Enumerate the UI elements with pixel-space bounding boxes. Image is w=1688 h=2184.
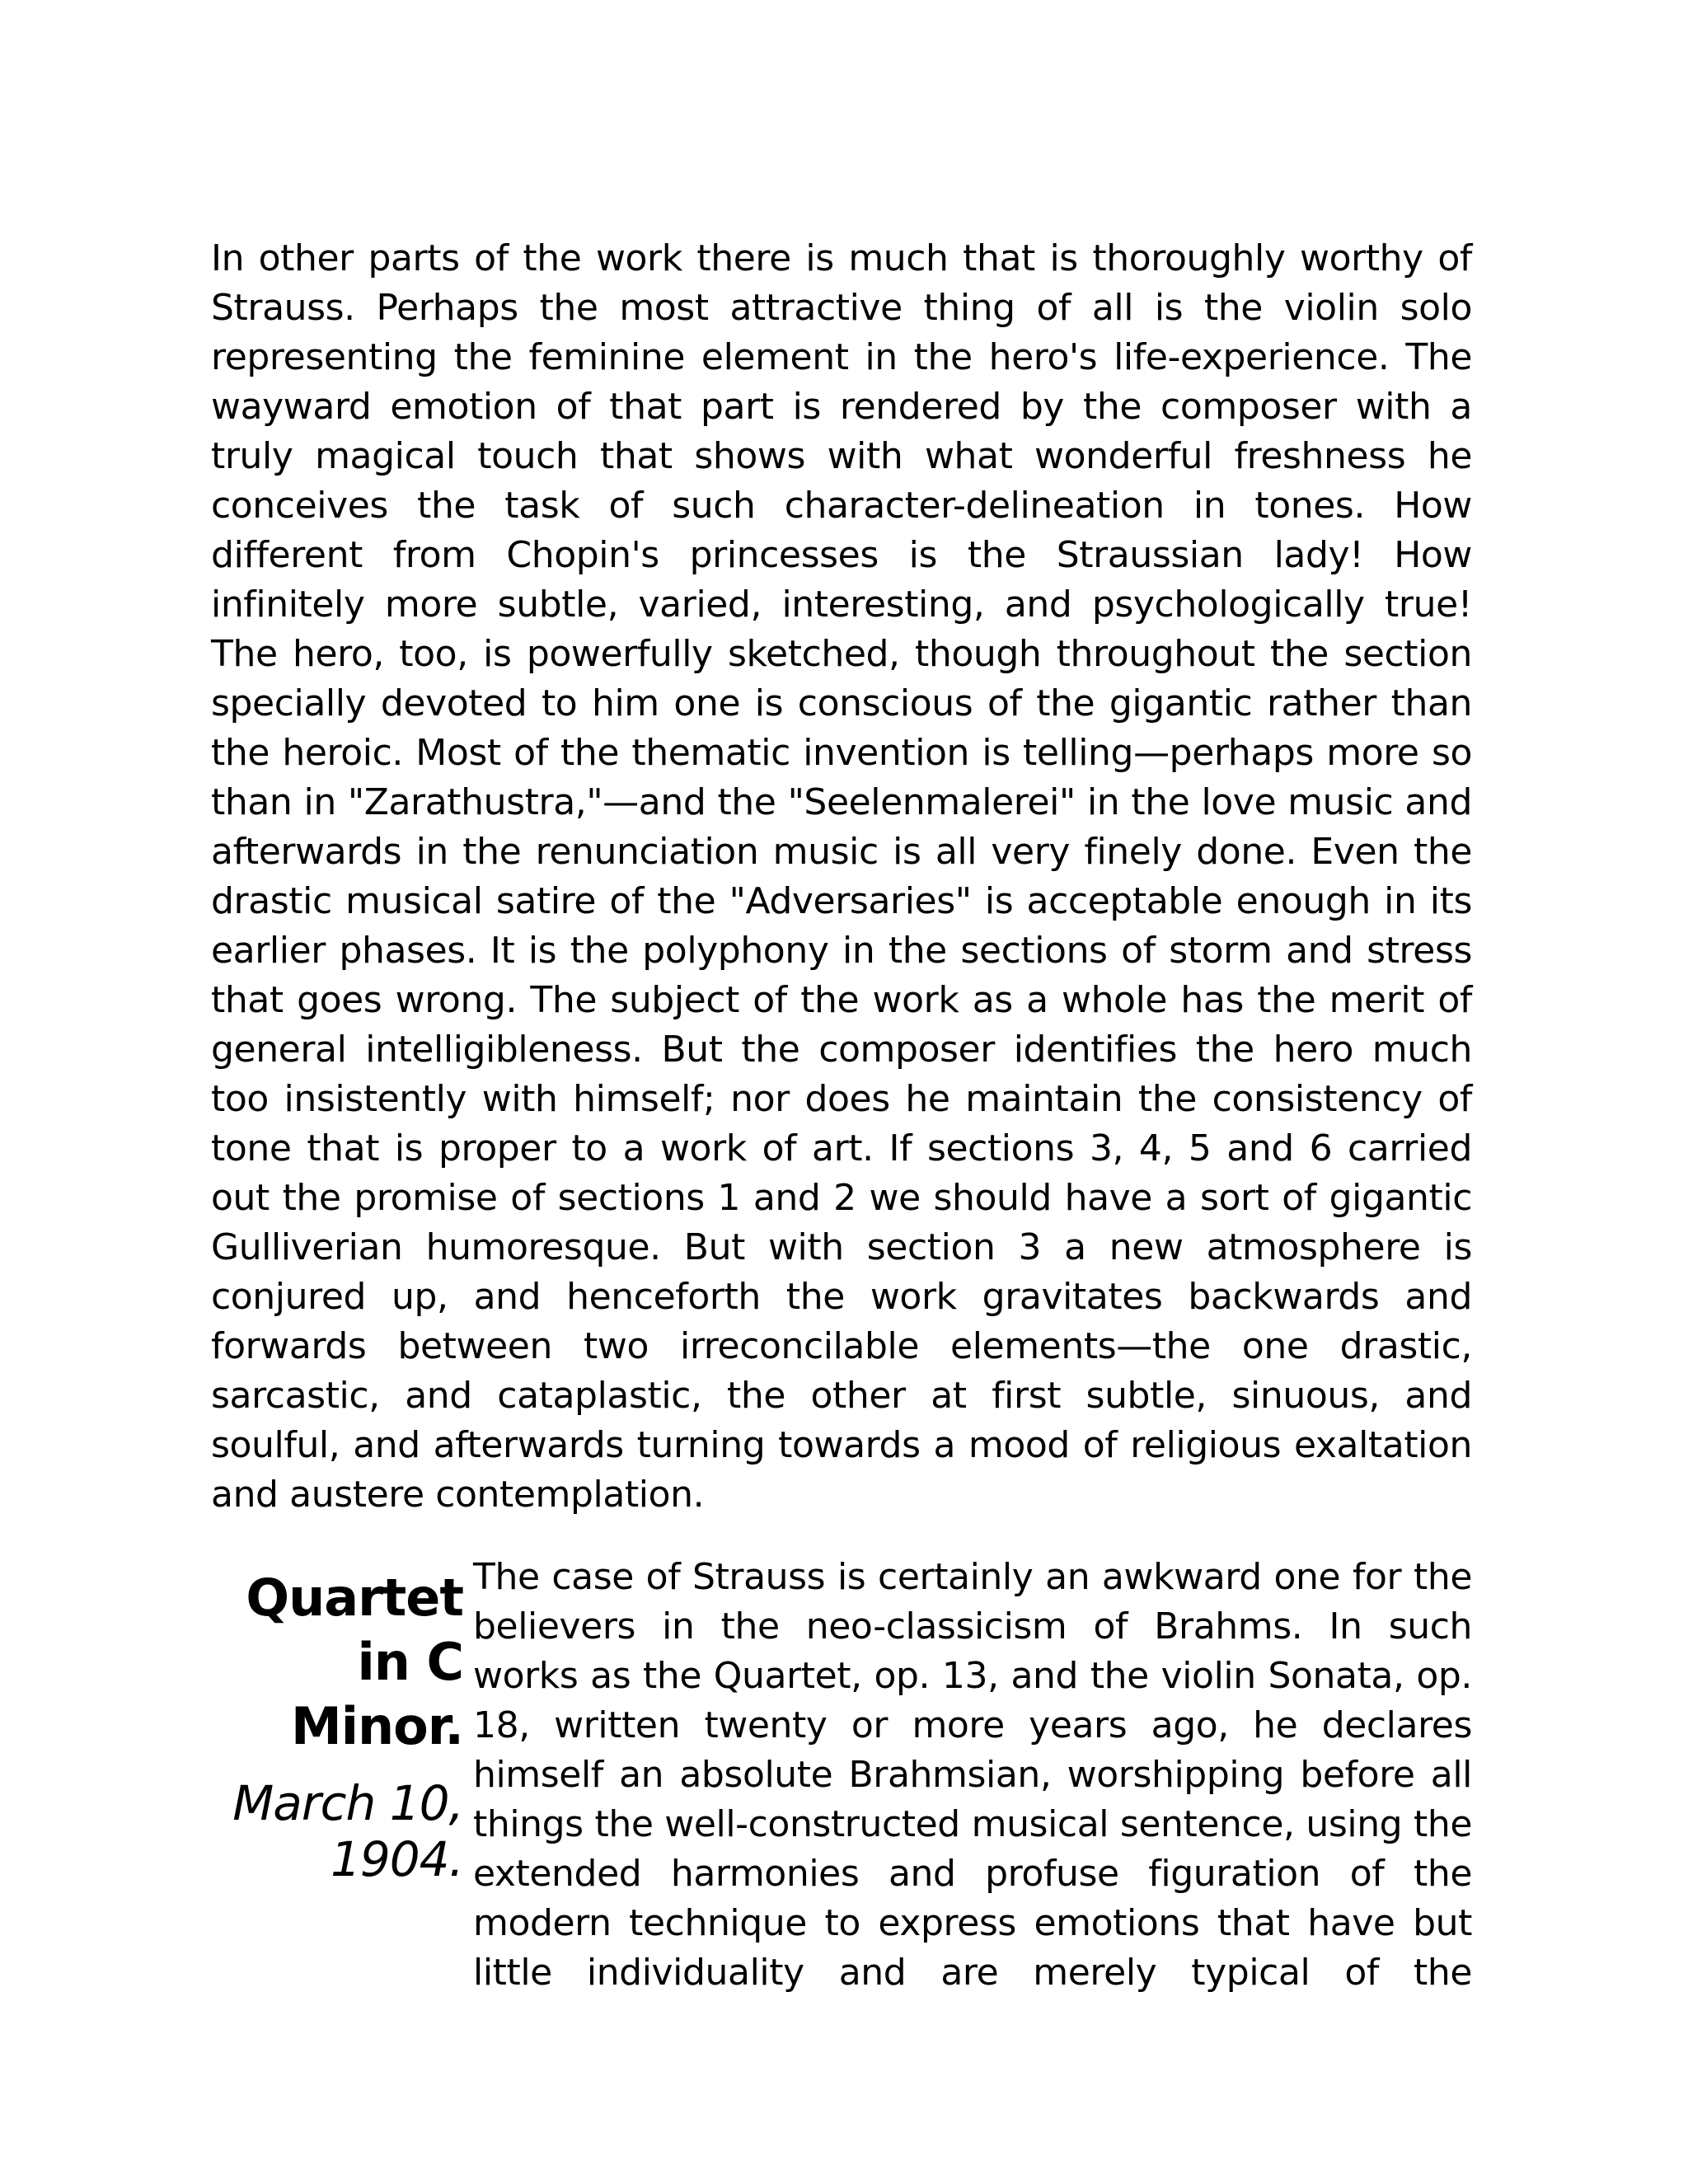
margin-sidenote <box>216 1566 463 1887</box>
sidenote-title <box>216 1566 463 1759</box>
body-paragraph-2: The case of Strauss is certainly an awkward one for the believers in the neo-classicism of Brahms. In such works as the Quartet, op. 13, and the violin Sonata, op. 18, written twenty or more years ago, he declares himself an absolute Brahmsian, worshipping before all things the well-constructed musical sentence, using the extended harmonies and profuse figuration of the modern technique to express emotions that have but little individuality and are merely typical of the <box>473 1556 1472 1994</box>
sidenote-title-line: in C <box>357 1632 463 1692</box>
sidenote-date <box>216 1775 463 1887</box>
sidenote-title-line: Minor. <box>291 1696 463 1756</box>
sidenote-title-line: Quartet <box>246 1568 463 1628</box>
body-paragraph-1: In other parts of the work there is much that is thoroughly worthy of Strauss. Perhaps the most attractive thing of all is the violin solo representing the feminine element in the hero's life-experience. The wayward emotion of that part is rendered by the composer with a truly magical touch that shows with what wonderful freshness he conceives the task of such character-delineation in tones. How different from Chopin's princesses is the Straussian lady! How infinitely more subtle, varied, interesting, and psychologically true! The hero, too, is powerfully sketched, though throughout the section specially devoted to him one is conscious of the gigantic rather than the heroic. Most of the thematic invention is telling—perhaps more so than in "Zarathustra,"—and the "Seelenmalerei" in the love music and afterwards in the renunciation music is all very finely done. Even the drastic musical satire of the "Adversaries" is acceptable enough in its earlier phases. It is the polyphony in the sections of storm and stress that goes wrong. The subject of the work as a whole has the merit of general intelligibleness. But the composer identifies the hero much too insistently with himself; nor does he maintain the consistency of tone that is proper to a work of art. If sections 3, 4, 5 and 6 carried out the promise of sections 1 and 2 we should have a sort of gigantic Gulliverian humoresque. But with section 3 a new atmosphere is conjured up, and henceforth the work gravitates backwards and forwards between two irreconcilable elements—the one drastic, sarcastic, and cataplastic, the other at first subtle, sinuous, and soulful, and afterwards turning towards a mood of religious exaltation and austere contemplation. <box>211 237 1472 1516</box>
sidenote-date-line: March 10, <box>232 1775 463 1831</box>
sidenote-date-line: 1904. <box>330 1831 463 1887</box>
